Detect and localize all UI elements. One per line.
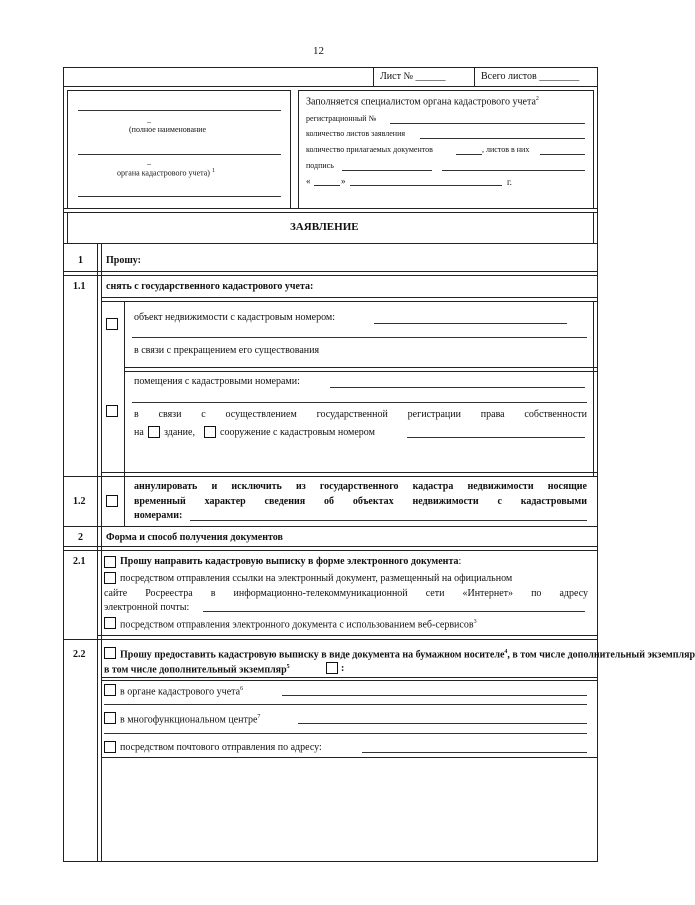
row21-bottom (97, 635, 598, 636)
row11-right-inner (593, 301, 594, 476)
cadastral-office-label: в органе кадастрового учета$^6$ (120, 686, 244, 698)
cadastral-office-checkbox[interactable] (104, 684, 116, 696)
header-div2 (474, 67, 475, 86)
web-services-checkbox[interactable] (104, 617, 116, 629)
mfc-field2[interactable] (104, 733, 587, 734)
post-row-bottom (101, 757, 598, 758)
annul-numbers-field[interactable] (190, 520, 587, 521)
cadastral-office-field[interactable] (282, 695, 587, 696)
date-year-suffix: г. (507, 177, 512, 187)
leftbox-right (290, 90, 291, 208)
object-cadastral-number-field2[interactable] (132, 337, 587, 338)
cadastral-office-field2[interactable] (104, 704, 587, 705)
leftbox-left (67, 90, 68, 208)
frame-left (63, 67, 64, 862)
row2-bottom (63, 546, 598, 547)
row11-header-bottom (101, 297, 598, 298)
section-2-1-number: 2.1 (73, 556, 86, 567)
dash2: _ (147, 157, 151, 166)
date-close-quote: » (341, 176, 346, 186)
remove-object-label: объект недвижимости с кадастровым номером: (134, 312, 336, 323)
annul-checkbox[interactable] (106, 495, 118, 507)
section-1-2-number: 1.2 (73, 496, 86, 507)
row11-header-bottom2 (101, 301, 598, 302)
structure-number-field[interactable] (407, 437, 585, 438)
mfc-field[interactable] (298, 723, 587, 724)
cb-column-divider (124, 301, 125, 476)
sheets-count-field[interactable] (420, 138, 585, 139)
specialist-title: Заполняется специалистом органа кадастрового учета$^2$ (306, 96, 539, 108)
premises-numbers-field2[interactable] (132, 402, 587, 403)
num-column-divider (97, 243, 98, 861)
signature-label: подпись (306, 161, 334, 170)
web-services-label: посредством отправления электронного документа с использованием веб-сервисов$^3$ (120, 619, 477, 631)
document-title: ЗАЯВЛЕНИЕ (290, 221, 359, 233)
rightbox-right (593, 90, 594, 208)
mfc-label: в многофункциональном центре$^7$ (120, 714, 261, 726)
post-address-field[interactable] (362, 752, 587, 753)
org-caption1: (полное наименование (129, 125, 207, 134)
rightbox-left (298, 90, 299, 208)
section-2-number: 2 (78, 532, 83, 543)
email-address-field[interactable] (203, 611, 585, 612)
num-column-divider2 (101, 243, 102, 861)
signature-name-field[interactable] (442, 170, 585, 171)
email-link-line2: сайте Росреестра в информационно-телекоммуникационной сети «Интернет» по адресу (104, 588, 588, 599)
building-checkbox[interactable] (148, 426, 160, 438)
sheet-number-field[interactable] (380, 72, 445, 82)
premises-label: помещения с кадастровыми номерами: (134, 376, 300, 387)
post-label: посредством почтового отправления по адресу: (120, 742, 322, 753)
paper-doc-title-line2: в том числе дополнительный экземпляр$^5$ (104, 664, 290, 676)
remove-object-checkbox[interactable] (106, 318, 118, 330)
row2-bottom2 (63, 550, 598, 551)
section-1-1-text: снять с государственного кадастрового учета: (106, 281, 314, 292)
row12-bottom (63, 526, 598, 527)
row12-cb-divider (124, 476, 125, 526)
na-label: на (134, 427, 144, 438)
docs-sheets-label: , листов в них (482, 145, 530, 154)
date-month-field[interactable] (350, 185, 502, 186)
title-right-inner (593, 212, 594, 243)
electronic-doc-title: Прошу направить кадастровую выписку в форме электронного документа: (120, 556, 462, 567)
frame-bottom (63, 861, 598, 862)
structure-checkbox[interactable] (204, 426, 216, 438)
annul-text-line3: номерами: (134, 510, 183, 521)
ownership-registration-label: в связи с осуществлением государственной регистрации права собственности (134, 409, 587, 420)
object-cadastral-number-field[interactable] (374, 323, 567, 324)
post-checkbox[interactable] (104, 741, 116, 753)
opt-a-bottom (124, 367, 598, 368)
email-link-line1: посредством отправления ссылки на электронный документ, размещенный на официальном (120, 573, 513, 584)
page-number: 12 (313, 45, 324, 57)
header-row-bottom (63, 86, 598, 87)
reg-number-label: регистрационный № (306, 114, 377, 123)
premises-numbers-field[interactable] (330, 387, 585, 388)
sheet-blank: ______ (415, 71, 446, 82)
title-row-bottom (63, 243, 598, 244)
annul-text-line1: аннулировать и исключить из государственного кадастра недвижимости носящие (134, 481, 587, 492)
reg-number-field[interactable] (390, 123, 585, 124)
paper-doc-checkbox[interactable] (104, 647, 116, 659)
section-2-2-number: 2.2 (73, 649, 86, 660)
org-name-line2[interactable] (78, 154, 281, 155)
sheet-label: Лист № (380, 71, 413, 82)
header-div1 (373, 67, 374, 86)
signature-field[interactable] (342, 170, 432, 171)
structure-label: сооружение с кадастровым номером (220, 427, 375, 438)
docs-count-label: количество прилагаемых документов (306, 145, 433, 154)
annul-text-line2: временный характер сведения об объектах недвижимости с кадастровыми (134, 496, 587, 507)
sheets-count-label: количество листов заявления (306, 129, 406, 138)
extra-copy-colon: : (341, 663, 345, 674)
total-blank: ________ (539, 71, 580, 82)
extra-copy-checkbox[interactable] (326, 662, 338, 674)
date-open-quote: « (306, 176, 311, 186)
boxes-bottom2 (63, 212, 598, 213)
total-label: Всего листов (481, 71, 537, 82)
email-link-line3: электронной почты: (104, 602, 190, 613)
electronic-doc-checkbox[interactable] (104, 556, 116, 568)
row11-bottom (63, 476, 598, 477)
row1-bottom (63, 271, 598, 272)
rightbox-top (298, 90, 593, 91)
frame-top (63, 67, 598, 68)
mfc-checkbox[interactable] (104, 712, 116, 724)
section-2-text: Форма и способ получения документов (106, 532, 283, 543)
org-caption2: органа кадастрового учета) $^1$ (117, 168, 215, 178)
section-1-1-number: 1.1 (73, 281, 86, 292)
row21-bottom2 (63, 639, 598, 640)
remove-premises-checkbox[interactable] (106, 405, 118, 417)
leftbox-top (67, 90, 290, 91)
date-day-field[interactable] (314, 185, 340, 186)
paper-doc-title-line1: Прошу предоставить кадастровую выписку в виде документа на бумажном носителе$^4$, в том числе дополнительный экземпляр (120, 649, 695, 661)
row22-header-bottom (101, 677, 598, 678)
total-sheets-field[interactable] (481, 72, 579, 82)
frame-right (597, 67, 598, 862)
row1-bottom2 (63, 275, 598, 276)
title-left-inner (67, 212, 68, 243)
boxes-bottom (63, 208, 598, 209)
email-link-checkbox[interactable] (104, 572, 116, 584)
docs-count-field[interactable] (456, 154, 482, 155)
section-1-number: 1 (78, 255, 83, 266)
opt-a-bottom2 (124, 371, 598, 372)
org-name-line3[interactable] (78, 196, 281, 197)
org-name-line1[interactable] (78, 110, 281, 111)
section-1-text: Прошу: (106, 255, 141, 266)
docs-sheets-field[interactable] (540, 154, 585, 155)
building-label: здание, (164, 427, 195, 438)
dash1: _ (147, 115, 151, 124)
row22-header-bottom2 (101, 680, 598, 681)
termination-reason-label: в связи с прекращением его существования (134, 345, 320, 356)
row11-bottom-inner (101, 472, 598, 473)
